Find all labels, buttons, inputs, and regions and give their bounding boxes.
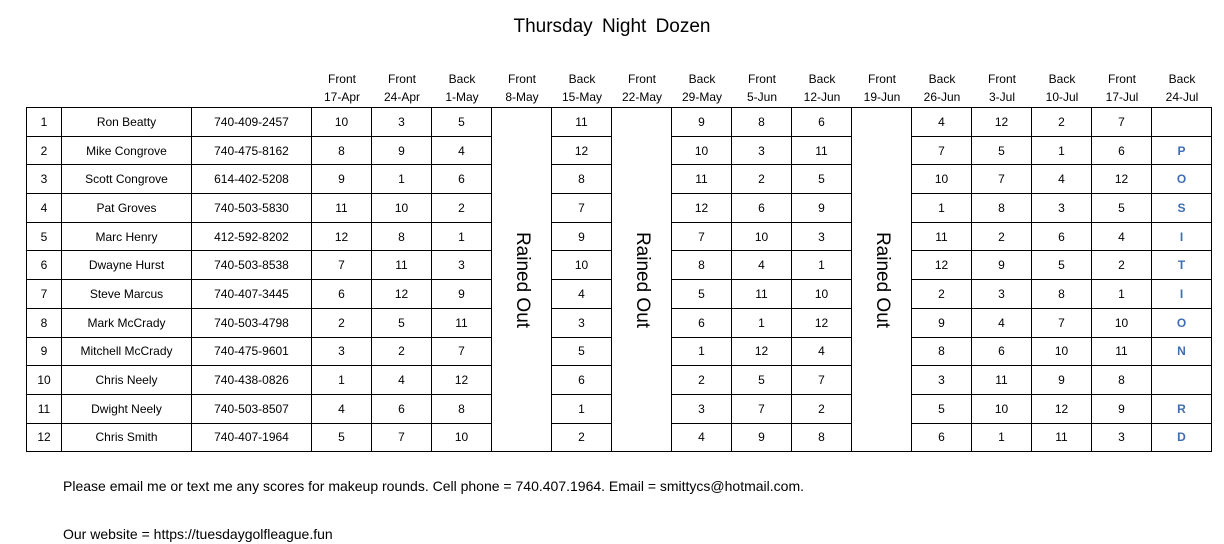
score-cell: 5 <box>672 280 732 309</box>
score-cell: 6 <box>972 337 1032 366</box>
score-cell: 9 <box>672 108 732 137</box>
score-cell: 5 <box>552 337 612 366</box>
rained-out-cell <box>612 108 672 452</box>
score-cell: 9 <box>372 136 432 165</box>
player-phone: 614-402-5208 <box>192 165 312 194</box>
player-phone: 740-503-8538 <box>192 251 312 280</box>
score-cell: 10 <box>432 423 492 452</box>
score-cell: 3 <box>1032 194 1092 223</box>
week-header <box>1092 70 1152 106</box>
score-cell: 3 <box>552 308 612 337</box>
score-cell: 5 <box>972 136 1032 165</box>
player-number: 6 <box>27 251 62 280</box>
week-side: Back <box>688 72 716 86</box>
player-name: Mike Congrove <box>62 136 192 165</box>
website-note: Our website = https://tuesdaygolfleague.fun <box>63 526 333 542</box>
player-phone: 740-407-3445 <box>192 280 312 309</box>
score-cell: 4 <box>792 337 852 366</box>
score-cell: 1 <box>372 165 432 194</box>
score-cell: 3 <box>732 136 792 165</box>
week-date: 15-May <box>561 90 602 104</box>
score-cell: 8 <box>432 394 492 423</box>
week-side: Front <box>327 72 356 86</box>
player-name: Dwayne Hurst <box>62 251 192 280</box>
week-side: Front <box>387 72 416 86</box>
player-number: 9 <box>27 337 62 366</box>
score-cell: 2 <box>792 394 852 423</box>
score-cell: 5 <box>912 394 972 423</box>
position-letter: N <box>1152 337 1212 366</box>
score-cell: 1 <box>1092 280 1152 309</box>
score-cell: 12 <box>792 308 852 337</box>
score-cell: 3 <box>912 366 972 395</box>
score-cell: 7 <box>1032 308 1092 337</box>
makeup-note: Please email me or text me any scores for makeup rounds. Cell phone = 740.407.1964. Email = smittycs@hotmail.com. <box>63 478 805 494</box>
week-side: Back <box>928 72 956 86</box>
score-cell: 3 <box>432 251 492 280</box>
player-number: 7 <box>27 280 62 309</box>
week-header <box>732 70 792 106</box>
score-cell: 5 <box>432 108 492 137</box>
score-cell: 2 <box>972 222 1032 251</box>
score-cell: 1 <box>432 222 492 251</box>
score-cell: 6 <box>552 366 612 395</box>
score-cell: 3 <box>312 337 372 366</box>
score-cell: 1 <box>792 251 852 280</box>
score-cell: 12 <box>672 194 732 223</box>
week-header <box>432 70 492 106</box>
score-cell: 7 <box>1092 108 1152 137</box>
score-cell: 8 <box>972 194 1032 223</box>
position-letter <box>1152 108 1212 137</box>
week-side: Back <box>808 72 836 86</box>
score-cell: 11 <box>792 136 852 165</box>
score-cell: 9 <box>972 251 1032 280</box>
score-cell: 3 <box>672 394 732 423</box>
score-cell: 4 <box>1092 222 1152 251</box>
player-number: 5 <box>27 222 62 251</box>
score-cell: 6 <box>312 280 372 309</box>
score-cell: 8 <box>1032 280 1092 309</box>
score-cell: 7 <box>312 251 372 280</box>
rained-out-label: Rained Out <box>871 231 893 328</box>
score-cell: 4 <box>972 308 1032 337</box>
score-cell: 7 <box>372 423 432 452</box>
position-letter: T <box>1152 251 1212 280</box>
position-letter: I <box>1152 222 1212 251</box>
position-letter: D <box>1152 423 1212 452</box>
week-date: 22-May <box>621 90 662 104</box>
score-cell: 4 <box>552 280 612 309</box>
score-cell: 9 <box>1092 394 1152 423</box>
score-cell: 2 <box>1032 108 1092 137</box>
rained-out-label: Rained Out <box>631 231 653 328</box>
week-date: 26-Jun <box>923 90 961 104</box>
score-cell: 4 <box>912 108 972 137</box>
score-cell: 2 <box>432 194 492 223</box>
player-number: 4 <box>27 194 62 223</box>
player-name: Ron Beatty <box>62 108 192 137</box>
score-cell: 11 <box>732 280 792 309</box>
score-cell: 3 <box>792 222 852 251</box>
score-cell: 5 <box>732 366 792 395</box>
rained-out-label: Rained Out <box>511 231 533 328</box>
position-letter: O <box>1152 165 1212 194</box>
player-phone: 412-592-8202 <box>192 222 312 251</box>
player-name: Scott Congrove <box>62 165 192 194</box>
score-cell: 2 <box>372 337 432 366</box>
player-name: Chris Neely <box>62 366 192 395</box>
score-cell: 4 <box>432 136 492 165</box>
score-cell: 11 <box>912 222 972 251</box>
week-side: Front <box>507 72 536 86</box>
position-letter: O <box>1152 308 1212 337</box>
score-cell: 7 <box>432 337 492 366</box>
week-date: 17-Jul <box>1105 90 1139 104</box>
score-cell: 7 <box>912 136 972 165</box>
score-cell: 2 <box>552 423 612 452</box>
score-cell: 6 <box>1032 222 1092 251</box>
score-cell: 7 <box>792 366 852 395</box>
player-name: Dwight Neely <box>62 394 192 423</box>
rained-out-cell <box>492 108 552 452</box>
score-cell: 6 <box>432 165 492 194</box>
score-cell: 9 <box>312 165 372 194</box>
score-cell: 12 <box>1092 165 1152 194</box>
score-cell: 1 <box>912 194 972 223</box>
player-phone: 740-475-8162 <box>192 136 312 165</box>
week-date: 3-Jul <box>988 90 1015 104</box>
score-cell: 6 <box>1092 136 1152 165</box>
player-name: Mitchell McCrady <box>62 337 192 366</box>
score-cell: 11 <box>672 165 732 194</box>
player-name: Mark McCrady <box>62 308 192 337</box>
score-cell: 6 <box>672 308 732 337</box>
score-cell: 4 <box>1032 165 1092 194</box>
week-header <box>1032 70 1092 106</box>
score-cell: 7 <box>672 222 732 251</box>
player-name: Chris Smith <box>62 423 192 452</box>
score-cell: 11 <box>1092 337 1152 366</box>
score-cell: 11 <box>432 308 492 337</box>
week-side: Back <box>448 72 476 86</box>
score-cell: 8 <box>372 222 432 251</box>
score-cell: 1 <box>552 394 612 423</box>
score-cell: 8 <box>732 108 792 137</box>
score-cell: 1 <box>312 366 372 395</box>
position-letter: R <box>1152 394 1212 423</box>
score-cell: 8 <box>792 423 852 452</box>
score-cell: 2 <box>672 366 732 395</box>
week-header <box>492 70 552 106</box>
score-cell: 2 <box>1092 251 1152 280</box>
score-cell: 1 <box>972 423 1032 452</box>
player-number: 8 <box>27 308 62 337</box>
week-header <box>852 70 912 106</box>
player-phone: 740-503-4798 <box>192 308 312 337</box>
score-cell: 4 <box>672 423 732 452</box>
week-side: Front <box>867 72 896 86</box>
score-cell: 11 <box>372 251 432 280</box>
week-header <box>912 70 972 106</box>
score-cell: 4 <box>732 251 792 280</box>
score-cell: 5 <box>1092 194 1152 223</box>
score-cell: 3 <box>1092 423 1152 452</box>
score-cell: 3 <box>372 108 432 137</box>
score-cell: 3 <box>972 280 1032 309</box>
score-cell: 12 <box>432 366 492 395</box>
score-cell: 8 <box>672 251 732 280</box>
week-header <box>672 70 732 106</box>
week-date: 24-Jul <box>1165 90 1199 104</box>
page-title: Thursday Night Dozen <box>513 16 711 37</box>
score-cell: 1 <box>672 337 732 366</box>
player-phone: 740-409-2457 <box>192 108 312 137</box>
score-cell: 2 <box>912 280 972 309</box>
score-cell: 10 <box>552 251 612 280</box>
week-header <box>312 70 372 106</box>
score-cell: 9 <box>792 194 852 223</box>
player-name: Pat Groves <box>62 194 192 223</box>
week-side: Front <box>1107 72 1136 86</box>
score-cell: 10 <box>972 394 1032 423</box>
score-cell: 12 <box>732 337 792 366</box>
score-cell: 11 <box>552 108 612 137</box>
week-date: 17-Apr <box>323 90 361 104</box>
player-phone: 740-503-8507 <box>192 394 312 423</box>
week-side: Front <box>987 72 1016 86</box>
player-number: 11 <box>27 394 62 423</box>
player-number: 3 <box>27 165 62 194</box>
score-cell: 2 <box>732 165 792 194</box>
week-date: 29-May <box>681 90 722 104</box>
table-row <box>27 108 1212 137</box>
score-cell: 6 <box>912 423 972 452</box>
position-letter: I <box>1152 280 1212 309</box>
score-cell: 9 <box>912 308 972 337</box>
week-header <box>792 70 852 106</box>
score-cell: 7 <box>972 165 1032 194</box>
week-header <box>552 70 612 106</box>
score-cell: 11 <box>312 194 372 223</box>
player-phone: 740-438-0826 <box>192 366 312 395</box>
score-cell: 5 <box>1032 251 1092 280</box>
score-cell: 4 <box>312 394 372 423</box>
score-cell: 10 <box>312 108 372 137</box>
player-name: Marc Henry <box>62 222 192 251</box>
rained-out-cell <box>852 108 912 452</box>
week-side: Back <box>1048 72 1076 86</box>
week-side: Front <box>627 72 656 86</box>
score-cell: 10 <box>1092 308 1152 337</box>
score-cell: 12 <box>552 136 612 165</box>
score-cell: 12 <box>372 280 432 309</box>
score-cell: 1 <box>1032 136 1092 165</box>
player-number: 10 <box>27 366 62 395</box>
score-cell: 6 <box>792 108 852 137</box>
score-cell: 10 <box>672 136 732 165</box>
score-cell: 2 <box>312 308 372 337</box>
week-header <box>972 70 1032 106</box>
player-number: 12 <box>27 423 62 452</box>
score-cell: 9 <box>552 222 612 251</box>
position-letter: P <box>1152 136 1212 165</box>
score-cell: 11 <box>1032 423 1092 452</box>
player-number: 2 <box>27 136 62 165</box>
week-date: 12-Jun <box>803 90 841 104</box>
score-cell: 10 <box>732 222 792 251</box>
week-date: 8-May <box>505 90 539 104</box>
score-cell: 6 <box>732 194 792 223</box>
player-phone: 740-503-5830 <box>192 194 312 223</box>
score-cell: 10 <box>912 165 972 194</box>
week-header <box>372 70 432 106</box>
score-cell: 12 <box>972 108 1032 137</box>
score-cell: 5 <box>312 423 372 452</box>
score-cell: 12 <box>312 222 372 251</box>
score-cell: 12 <box>912 251 972 280</box>
week-date: 5-Jun <box>746 90 778 104</box>
week-header <box>1152 70 1212 106</box>
score-cell: 10 <box>792 280 852 309</box>
player-phone: 740-407-1964 <box>192 423 312 452</box>
score-cell: 10 <box>372 194 432 223</box>
score-cell: 1 <box>732 308 792 337</box>
week-side: Back <box>1168 72 1196 86</box>
score-cell: 9 <box>732 423 792 452</box>
position-letter: S <box>1152 194 1212 223</box>
week-side: Front <box>747 72 776 86</box>
score-cell: 5 <box>792 165 852 194</box>
week-header <box>612 70 672 106</box>
player-phone: 740-475-9601 <box>192 337 312 366</box>
score-cell: 11 <box>972 366 1032 395</box>
week-date: 19-Jun <box>863 90 901 104</box>
player-name: Steve Marcus <box>62 280 192 309</box>
week-date: 1-May <box>445 90 479 104</box>
score-cell: 10 <box>1032 337 1092 366</box>
score-cell: 7 <box>732 394 792 423</box>
score-cell: 8 <box>1092 366 1152 395</box>
week-date: 24-Apr <box>383 90 421 104</box>
score-cell: 8 <box>312 136 372 165</box>
score-cell: 5 <box>372 308 432 337</box>
score-cell: 8 <box>912 337 972 366</box>
week-date: 10-Jul <box>1045 90 1079 104</box>
week-side: Back <box>568 72 596 86</box>
score-cell: 6 <box>372 394 432 423</box>
score-cell: 12 <box>1032 394 1092 423</box>
score-cell: 9 <box>432 280 492 309</box>
position-letter <box>1152 366 1212 395</box>
score-cell: 4 <box>372 366 432 395</box>
player-number: 1 <box>27 108 62 137</box>
score-cell: 7 <box>552 194 612 223</box>
score-cell: 8 <box>552 165 612 194</box>
standings-table <box>26 107 1212 452</box>
score-cell: 9 <box>1032 366 1092 395</box>
